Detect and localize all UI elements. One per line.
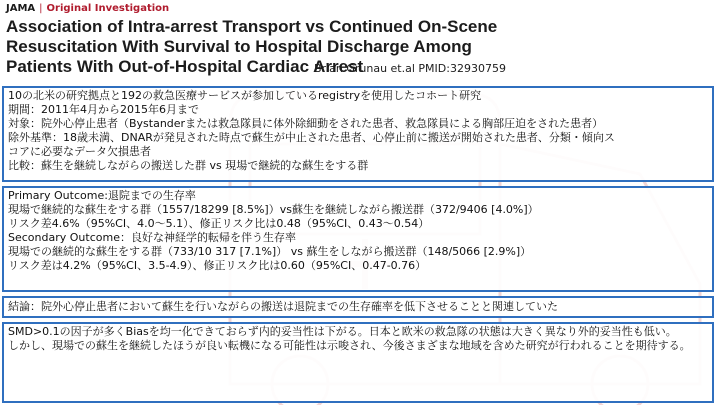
study-design: 10の北米の研究拠点と192の救急医療サービスが参加しているregistryを使用したコホート研究	[8, 89, 482, 102]
study-comparison: 比較：蘇生を継続しながらの搬送した群 vs 現場で継続的な蘇生をする群	[8, 159, 369, 172]
study-design-box	[2, 86, 714, 182]
article-type: Original Investigation	[46, 3, 170, 14]
journal-separator: |	[39, 3, 43, 14]
primary-outcome-heading: Primary Outcome:退院までの生存率	[8, 189, 196, 202]
outcomes-box	[2, 186, 714, 292]
conclusion-text: 結論：院外心停止患者において蘇生を行いながらの搬送は退院までの生存確率を低下させることと関連していた	[8, 300, 558, 313]
journal-line	[6, 3, 169, 15]
study-exclusion-line-1: 除外基準：18歳未満、DNARが発見された時点で蘇生が中止された患者、心停止前に搬送が開始された患者、分類・傾向ス	[8, 131, 615, 144]
secondary-outcome-stats: リスク差は4.2%（95%CI、3.5-4.9）、修正リスク比は0.60（95%CI、0.47-0.76）	[8, 259, 427, 272]
primary-outcome-stats: リスク差4.6%（95%CI、4.0〜5.1）、修正リスク比は0.48（95%CI、0.43〜0.54）	[8, 217, 430, 230]
journal-name: JAMA	[6, 3, 36, 14]
article-header	[0, 0, 720, 84]
article-title: Association of Intra-arrest Transport vs Continued On-Scene Resuscitation With Survival to Hospital Discharge Among Patients With Out-of-Hospital Cardiac Arrest	[6, 17, 498, 76]
discussion-paragraph-1: SMD>0.1の因子が多くBiasを均一化できておらず内的妥当性は下がる。日本と欧米の救急隊の状態は大きく異なり外的妥当性も低い。	[8, 325, 677, 338]
discussion-paragraph-2: しかし、現場での蘇生を継続したほうが良い転機になる可能性は示唆され、今後さまざまな地域を含めた研究が行われることを期待する。	[8, 339, 691, 352]
secondary-outcome-heading: Secondary Outcome：良好な神経学的転帰を伴う生存率	[8, 231, 296, 244]
discussion-box	[2, 322, 714, 403]
primary-outcome-result: 現場で継続的な蘇生をする群（1557/18299 [8.5%]）vs蘇生を継続しながら搬送群（372/9406 [4.0%]）	[8, 203, 539, 216]
study-exclusion-line-2: コアに必要なデータ欠損患者	[8, 145, 151, 158]
citation: Brian Grunau et.al PMID:32930759	[314, 62, 506, 75]
conclusion-box	[2, 296, 714, 318]
study-population: 対象：院外心停止患者（Bystanderまたは救急隊員に体外除細動をされた患者、救急隊員による胸部圧迫をされた患者）	[8, 117, 604, 130]
secondary-outcome-result: 現場での継続的な蘇生をする群（733/10 317 [7.1%]） vs 蘇生をしながら搬送群（148/5066 [2.9%]）	[8, 245, 532, 258]
study-period: 期間：2011年4月から2015年6月まで	[8, 103, 199, 116]
